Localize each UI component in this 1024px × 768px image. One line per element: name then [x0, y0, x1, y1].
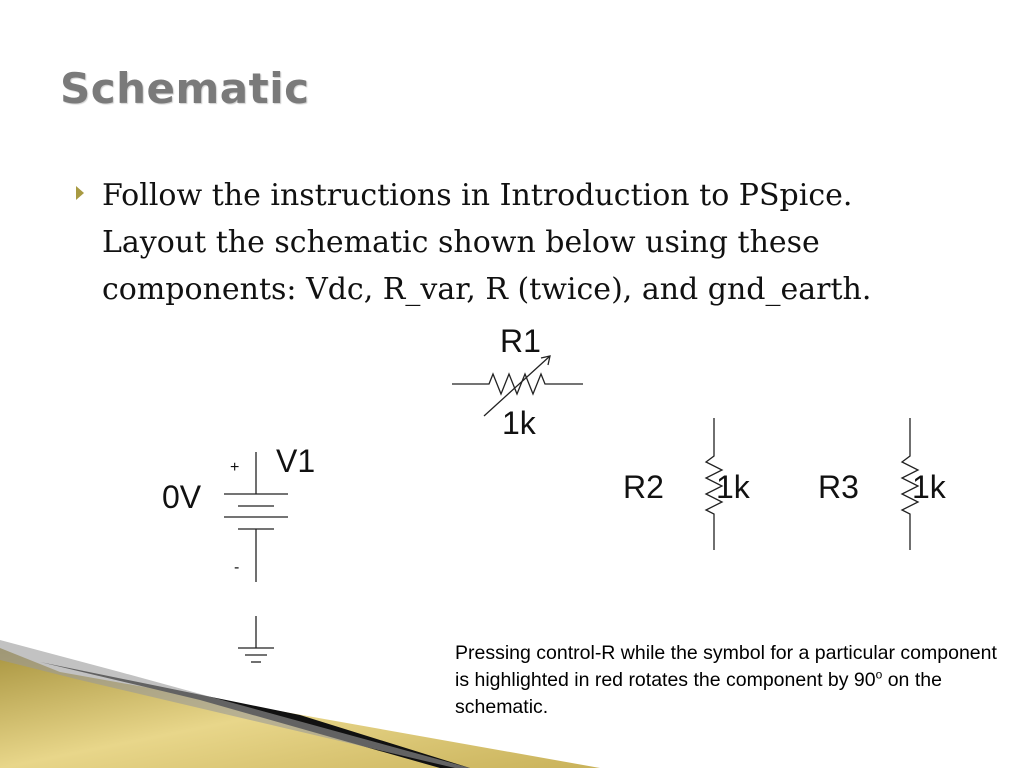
- note-text-before: Pressing control-R while the symbol for a particular component is highlighted in red rotates the component by 90: [455, 642, 997, 691]
- note-text-after: on the schematic.: [455, 669, 942, 718]
- r1-name-label: R1: [500, 323, 541, 359]
- v1-dc-source: [162, 443, 315, 582]
- page-title: Schematic: [60, 64, 310, 113]
- rotation-note: [455, 640, 1015, 721]
- v1-minus-label: -: [234, 559, 240, 576]
- r1-zigzag: [452, 374, 583, 394]
- r1-value-label: 1k: [502, 405, 536, 441]
- v1-plus-label: +: [230, 459, 240, 476]
- v1-name-label: V1: [276, 443, 316, 479]
- r2-value-label: 1k: [716, 469, 750, 505]
- r3-value-label: 1k: [912, 469, 946, 505]
- r3-resistor: [818, 418, 947, 550]
- degree-superscript: o: [875, 667, 883, 682]
- ground-symbol: [238, 616, 274, 662]
- v1-value-label: 0V: [162, 479, 202, 515]
- r3-name-label: R3: [818, 469, 859, 505]
- r2-resistor: [623, 418, 751, 550]
- r1-variable-resistor: [452, 323, 583, 441]
- r2-name-label: R2: [623, 469, 664, 505]
- bullet-text: Follow the instructions in Introduction to PSpice. Layout the schematic shown below using these components: Vdc, R_var, R (twice), and gnd_earth.: [102, 178, 872, 307]
